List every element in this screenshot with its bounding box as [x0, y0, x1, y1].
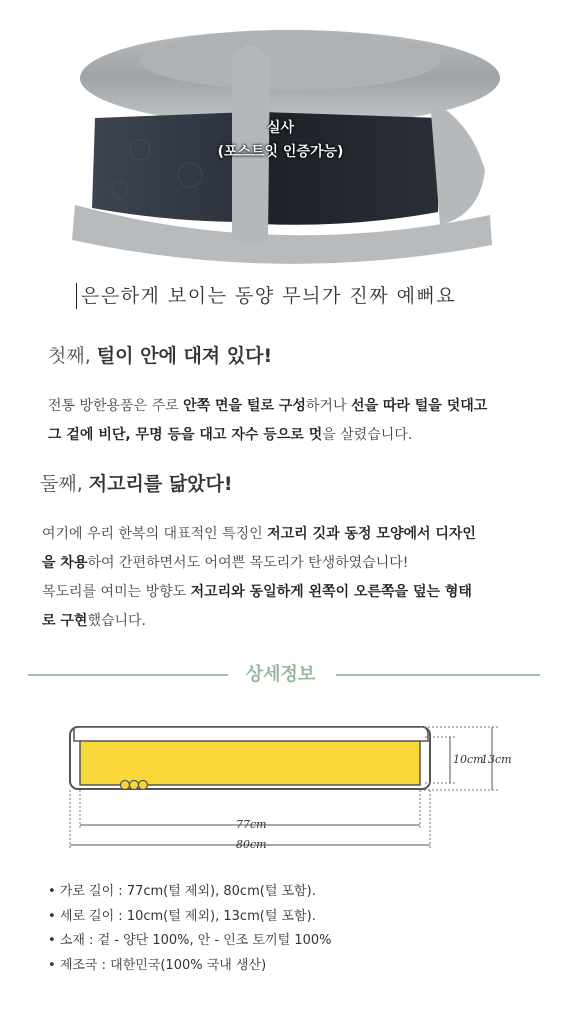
spec-list [48, 880, 332, 978]
feature1-paragraph [48, 392, 548, 450]
text-run: 을 살렸습니다. [322, 427, 413, 443]
text-run-bold: 저고리 깃과 동정 모양에서 디자인 [267, 526, 476, 542]
section-title: 상세정보 [245, 664, 316, 685]
text-run: 전통 방한용품은 주로 [48, 398, 184, 414]
feature1-prefix: 첫째, [48, 345, 97, 367]
text-run: 하거나 [305, 398, 351, 414]
text-run-bold: 그 겉에 비단, 무명 등을 대고 자수 등으로 멋 [48, 427, 323, 443]
photo-caption-line2: (포스트잇 인증가능) [217, 144, 344, 160]
spec-item-material: • 소재 : 겉 - 양단 100%, 안 - 인조 토끼털 100% [48, 929, 332, 954]
text-run: 여기에 우리 한복의 대표적인 특징인 [42, 526, 268, 542]
feature2-title: 저고리를 닮았다! [88, 473, 233, 495]
spec-item-height: • 세로 길이 : 10cm(털 제외), 13cm(털 포함). [48, 905, 332, 930]
feature2-paragraph [42, 520, 542, 636]
section-title-divider [0, 660, 561, 688]
handwritten-note: 은은하게 보이는 동양 무늬가 진짜 예뻐요 [76, 283, 501, 309]
text-run: 하여 간편하면서도 어여쁜 목도리가 탄생하였습니다! [87, 555, 409, 571]
feature2-heading [40, 469, 233, 496]
spec-item-width: • 가로 길이 : 77cm(털 제외), 80cm(털 포함). [48, 880, 332, 905]
text-run-bold: 저고리와 동일하게 왼쪽이 오른쪽을 덮는 형태 [190, 584, 472, 600]
dim-width-inner: 77cm [236, 818, 267, 831]
text-run-bold: 선을 따라 털을 덧대고 [350, 398, 488, 414]
text-run: 했습니다. [87, 613, 146, 629]
dim-width-total: 80cm [236, 838, 267, 851]
product-photo [0, 0, 561, 275]
fur-collar-illustration [0, 0, 561, 275]
photo-caption-line1: 실사 [266, 120, 295, 136]
dim-height-inner: 10cm [453, 753, 484, 766]
button-cluster [121, 781, 148, 790]
text-run-bold: 로 구현 [42, 613, 88, 629]
feature1-title: 털이 안에 대져 있다! [96, 345, 273, 367]
inner-band [80, 739, 420, 785]
feature2-prefix: 둘째, [40, 473, 89, 495]
text-run-bold: 안쪽 면을 털로 구성 [183, 398, 306, 414]
size-diagram [0, 715, 561, 860]
text-run-bold: 을 차용 [42, 555, 88, 571]
spec-item-origin: • 제조국 : 대한민국(100% 국내 생산) [48, 954, 332, 979]
text-run: 목도리를 여미는 방향도 [42, 584, 191, 600]
dim-height-total: 13cm [481, 753, 512, 766]
feature1-heading [48, 341, 272, 368]
